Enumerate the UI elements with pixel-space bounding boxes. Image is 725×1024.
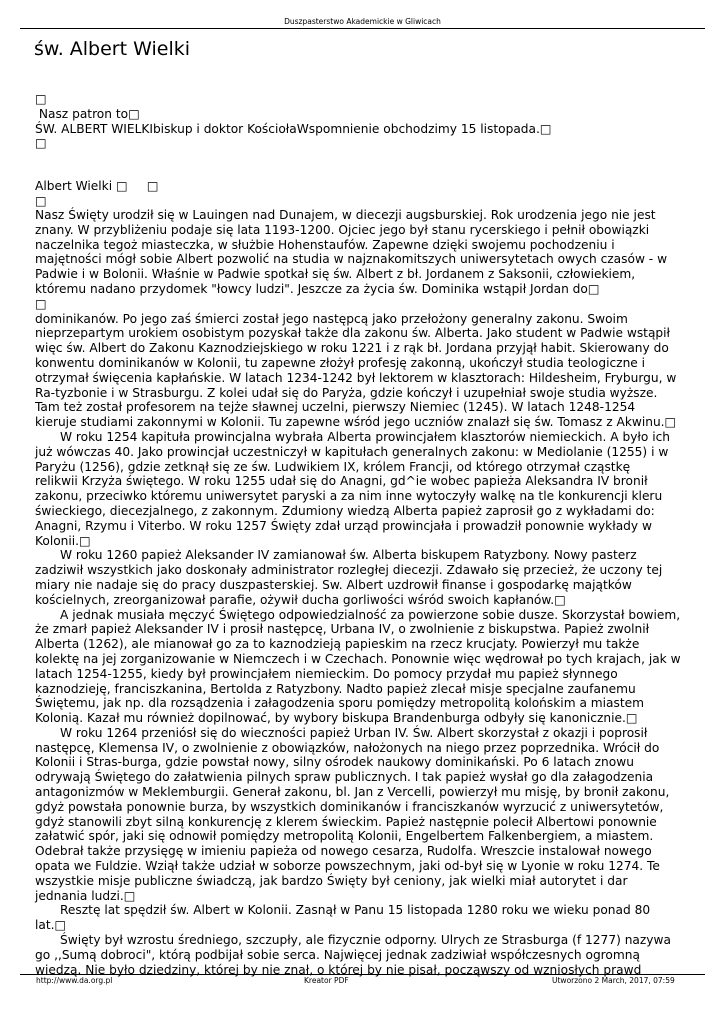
section-heading-block (35, 179, 695, 209)
paragraph-line: Padwie i w Bolonii. Właśnie w Padwie spotkał się św. Albert z bł. Jordanem z Saksonii, człowiekiem, (35, 267, 636, 282)
paragraph-line: kolektę na jej zorganizowanie w Niemczech i w Czechach. Ponownie więc wędrował po tych krajach, jak w (35, 651, 681, 666)
paragraph-line: miary nie nadaje się do pracy duszpasterskiej. Sw. Albert uzdrowił finanse i gospodarkę majątków (35, 577, 632, 592)
paragraph-line: więc św. Albert do Zakonu Kaznodziejskiego w roku 1221 i z rąk bł. Jordana przyjął habit. Skierowany do (35, 341, 669, 356)
paragraph-line: A jednak musiała męczyć Świętego odpowiedzialność za powierzone sobie dusze. Skorzystał bowiem, (60, 607, 681, 622)
intro-square: □ (35, 92, 47, 106)
page-title: św. Albert Wielki (34, 38, 190, 60)
paragraph-line: że zmarł papież Aleksander IV i prosił następcę, Urbana IV, o zwolnienie z biskupstwa. Papież zwolnił (35, 622, 650, 637)
header-divider (20, 28, 705, 29)
paragraph-line: któremu nadano przydomek "łowcy ludzi". Jeszcze za życia św. Dominika wstąpił Jordan do□ (35, 281, 600, 296)
paragraph-line: wszystkie misje publiczne świadczą, jak bardzo Święty był ceniony, jak wielki miał autorytet i dar (35, 873, 628, 888)
paragraph-line: wiedzą. Nie było dziedziny, której by nie znał, o której by nie pisał, począwszy od wzniosłych prawd (35, 962, 642, 977)
page-header: Duszpasterstwo Akademickie w Gliwicach (284, 17, 441, 26)
paragraph-line: Paryżu (1256), gdzie zetknął się ze św. Ludwikiem IX, królem Francji, od którego otrzymał cząstkę (35, 459, 631, 474)
paragraph-line: zadziwił wszystkich jako doskonały administrator rozległej diecezji. Zdawało się przecież, że uczony tej (35, 563, 663, 578)
paragraph-line: kaznodzieję, franciszkanina, Bertolda z Ratyzbony. Nadto papież zlecał misje specjalne zaufanemu (35, 681, 636, 696)
paragraph-line: Kolonii i Stras-burga, gdzie powstał nowy, silny ośrodek naukowy dominikański. Po 6 latach znowu (35, 755, 634, 770)
paragraph-line: gdyż powstała ponownie burza, by wszystkich dominikanów i franciszkanów wyrzucić z uniwersytetów, (35, 799, 664, 814)
paragraph-line: antagonizmów w Meklemburgii. Generał zakonu, bl. Jan z Vercelli, powierzył mu misję, by bronił zakonu, (35, 785, 670, 800)
intro-block (35, 92, 695, 151)
paragraph (35, 726, 695, 904)
paragraph-line: W roku 1264 przeniósł się do wieczności papież Urban IV. Św. Albert skorzystał z okazji i poprosił (60, 725, 648, 740)
paragraph-line: świeckiego, diecezjalnego, z zakonnym. Zdumiony wiedzą Alberta papież zaprosił go z wykładami do: (35, 503, 655, 518)
paragraph-line: Świętemu, jak np. dla rozsądzenia i załagodzenia sporu pomiędzy metropolitą kolońskim a miastem (35, 696, 645, 711)
paragraph-line: lat.□ (35, 918, 67, 933)
paragraph-line: opata we Fuldzie. Wziął także udział w soborze powszechnym, jaki od-był się w Lyonie w roku 1274. Te (35, 859, 660, 874)
paragraph-line: kościelnych, zreorganizował parafie, ożywił ducha gorliwości wśród swoich kapłanów.□ (35, 592, 566, 607)
footer-created: Utworzono 2 March, 2017, 07:59 (552, 976, 675, 985)
paragraph (35, 608, 695, 726)
paragraph-line: znany. W przybliżeniu podaje się lata 1193-1200. Ojciec jego był stanu rycerskiego i pełnił obowiązki (35, 222, 650, 237)
paragraph-line: Anagni, Rzymu i Viterbo. W roku 1257 Święty zdał urząd prowincjała i prowadził ponownie wykłady w (35, 518, 652, 533)
paragraph-line: już wówczas 40. Jako prowincjał uczestniczył w kapitułach generalnych zakonu: w Mediolanie (1255) i w (35, 444, 669, 459)
section-square: □ (35, 193, 47, 208)
paragraph-line: gdyż stanowili zbyt silną konkurencję z klerem świeckim. Papież następnie polecił Albertowi ponownie (35, 814, 657, 829)
paragraph-line: Tam też został profesorem na tejże sławnej uczelni, pierwszy Niemiec (1245). W latach 1248-1254 (35, 400, 636, 415)
paragraph-line: majętności mógł sobie Albert pozwolić na studia w najznakomitszych uniwersytetach owych czasów - w (35, 252, 668, 267)
paragraph-line: Alberta (1262), ale mianował go za to kaznodzieją papieskim na rzecz krucjaty. Powierzył mu także (35, 637, 640, 652)
paragraph-line: W roku 1260 papież Aleksander IV zamianował św. Alberta biskupem Ratyzbony. Nowy pasterz (60, 548, 637, 563)
paragraph-line: następcę, Klemensa IV, o zwolnienie z obowiązków, nałożonych na niego przez poprzednika. Wrócił do (35, 740, 660, 755)
paragraph-line: Kolonią. Kazał mu również dopilnować, by wybory biskupa Brandenburga odbyły się kanonicznie.□ (35, 711, 638, 726)
footer-creator: Kreator PDF (304, 976, 349, 985)
paragraph (35, 548, 695, 607)
paragraph-line: go ,,Sumą dobroci", którą podbijał sobie serca. Najwięcej jednak zadziwiał współczesnych ogromną (35, 947, 640, 962)
paragraph-line: kieruje studiami zakonnymi w Kolonii. Tu zapewne wśród jego uczniów znalazł się św. Tomasz z Akwinu.□ (35, 415, 677, 430)
paragraph-line: otrzymał święcenia kapłańskie. W latach 1234-1242 był lektorem w klasztorach: Hildesheim, Fryburgu, w (35, 370, 677, 385)
paragraph-line: odrywają Świętego do załatwienia pilnych spraw publicznych. I tak papież wysłał go dla załagodzenia (35, 770, 654, 785)
paragraph (35, 430, 695, 548)
footer-divider (20, 974, 705, 975)
intro-line-saint: ŚW. ALBERT WIELKIbiskup i doktor KościołaWspomnienie obchodzimy 15 listopada.□ (35, 121, 552, 136)
intro-line-patron: Nasz patron to□ (35, 106, 140, 121)
paragraph-line: Kolonii.□ (35, 533, 91, 548)
paragraph-line: jednania ludzi.□ (35, 888, 136, 903)
paragraph-line: relikwii Krzyża świętego. W roku 1255 udał się do Anagni, gd^ie wobec papieża Aleksandra IV bronił (35, 474, 648, 489)
paragraph-line: latach 1254-1255, kiedy był prowincjałem niemieckim. Do pomocy przydał mu papież słynnego (35, 666, 618, 681)
paragraph-line: naczelnika tegoż miasteczka, w służbie Hohenstaufów. Zapewne dzięki swojemu pochodzeniu i (35, 237, 615, 252)
paragraph-line: □ (35, 296, 47, 311)
paragraph-line: Ra-tyzbonie i w Strasburgu. Z kolei udał się do Paryża, gdzie kończył i uzupełniał swoje studia wyższe. (35, 385, 658, 400)
paragraph-line: dominikanów. Po jego zaś śmierci został jego następcą jako przełożony generalny zakonu. Swoim (35, 311, 628, 326)
paragraph-line: W roku 1254 kapituła prowincjalna wybrała Alberta prowincjałem klasztorów niemieckich. A było ich (60, 429, 671, 444)
paragraph-line: Nasz Święty urodził się w Lauingen nad Dunajem, w diecezji augsburskiej. Rok urodzenia jego nie jest (35, 208, 656, 222)
paragraph-line: Święty był wzrostu średniego, szczupły, ale fizycznie odporny. Ulrych ze Strasburga (f 1277) nazywa (60, 933, 671, 948)
paragraph (35, 208, 695, 430)
paragraph-line: Odebrał także przysięgę w imieniu papieża od nowego cesarza, Rudolfa. Wreszcie instalował nowego (35, 844, 652, 859)
paragraph-line: nieprzepartym urokiem osobistym pozyskał także dla zakonu św. Alberta. Jako student w Padwie wstąpił (35, 326, 671, 341)
article-body (35, 208, 695, 977)
paragraph-line: zakonu, przeciwko któremu uniwersytet paryski a za nim inne wytoczyły walkę na tle konkurencji kleru (35, 489, 663, 504)
paragraph-line: Resztę lat spędził św. Albert w Kolonii. Zasnął w Panu 15 listopada 1280 roku we wieku ponad 80 (60, 903, 651, 918)
footer-url: http://www.da.org.pl (36, 976, 113, 985)
paragraph-line: konwentu dominikanów w Kolonii, tu zapewne złożył profesję zakonną, ukończył studia teologiczne i (35, 355, 646, 370)
section-heading: Albert Wielki □ □ (35, 179, 159, 193)
intro-square-2: □ (35, 136, 47, 151)
paragraph-line: załatwić spór, jaki się odnowił pomiędzy metropolitą Kolonii, Engelbertem Falkenbergiem, a miastem. (35, 829, 654, 844)
paragraph (35, 933, 695, 977)
paragraph (35, 903, 695, 933)
